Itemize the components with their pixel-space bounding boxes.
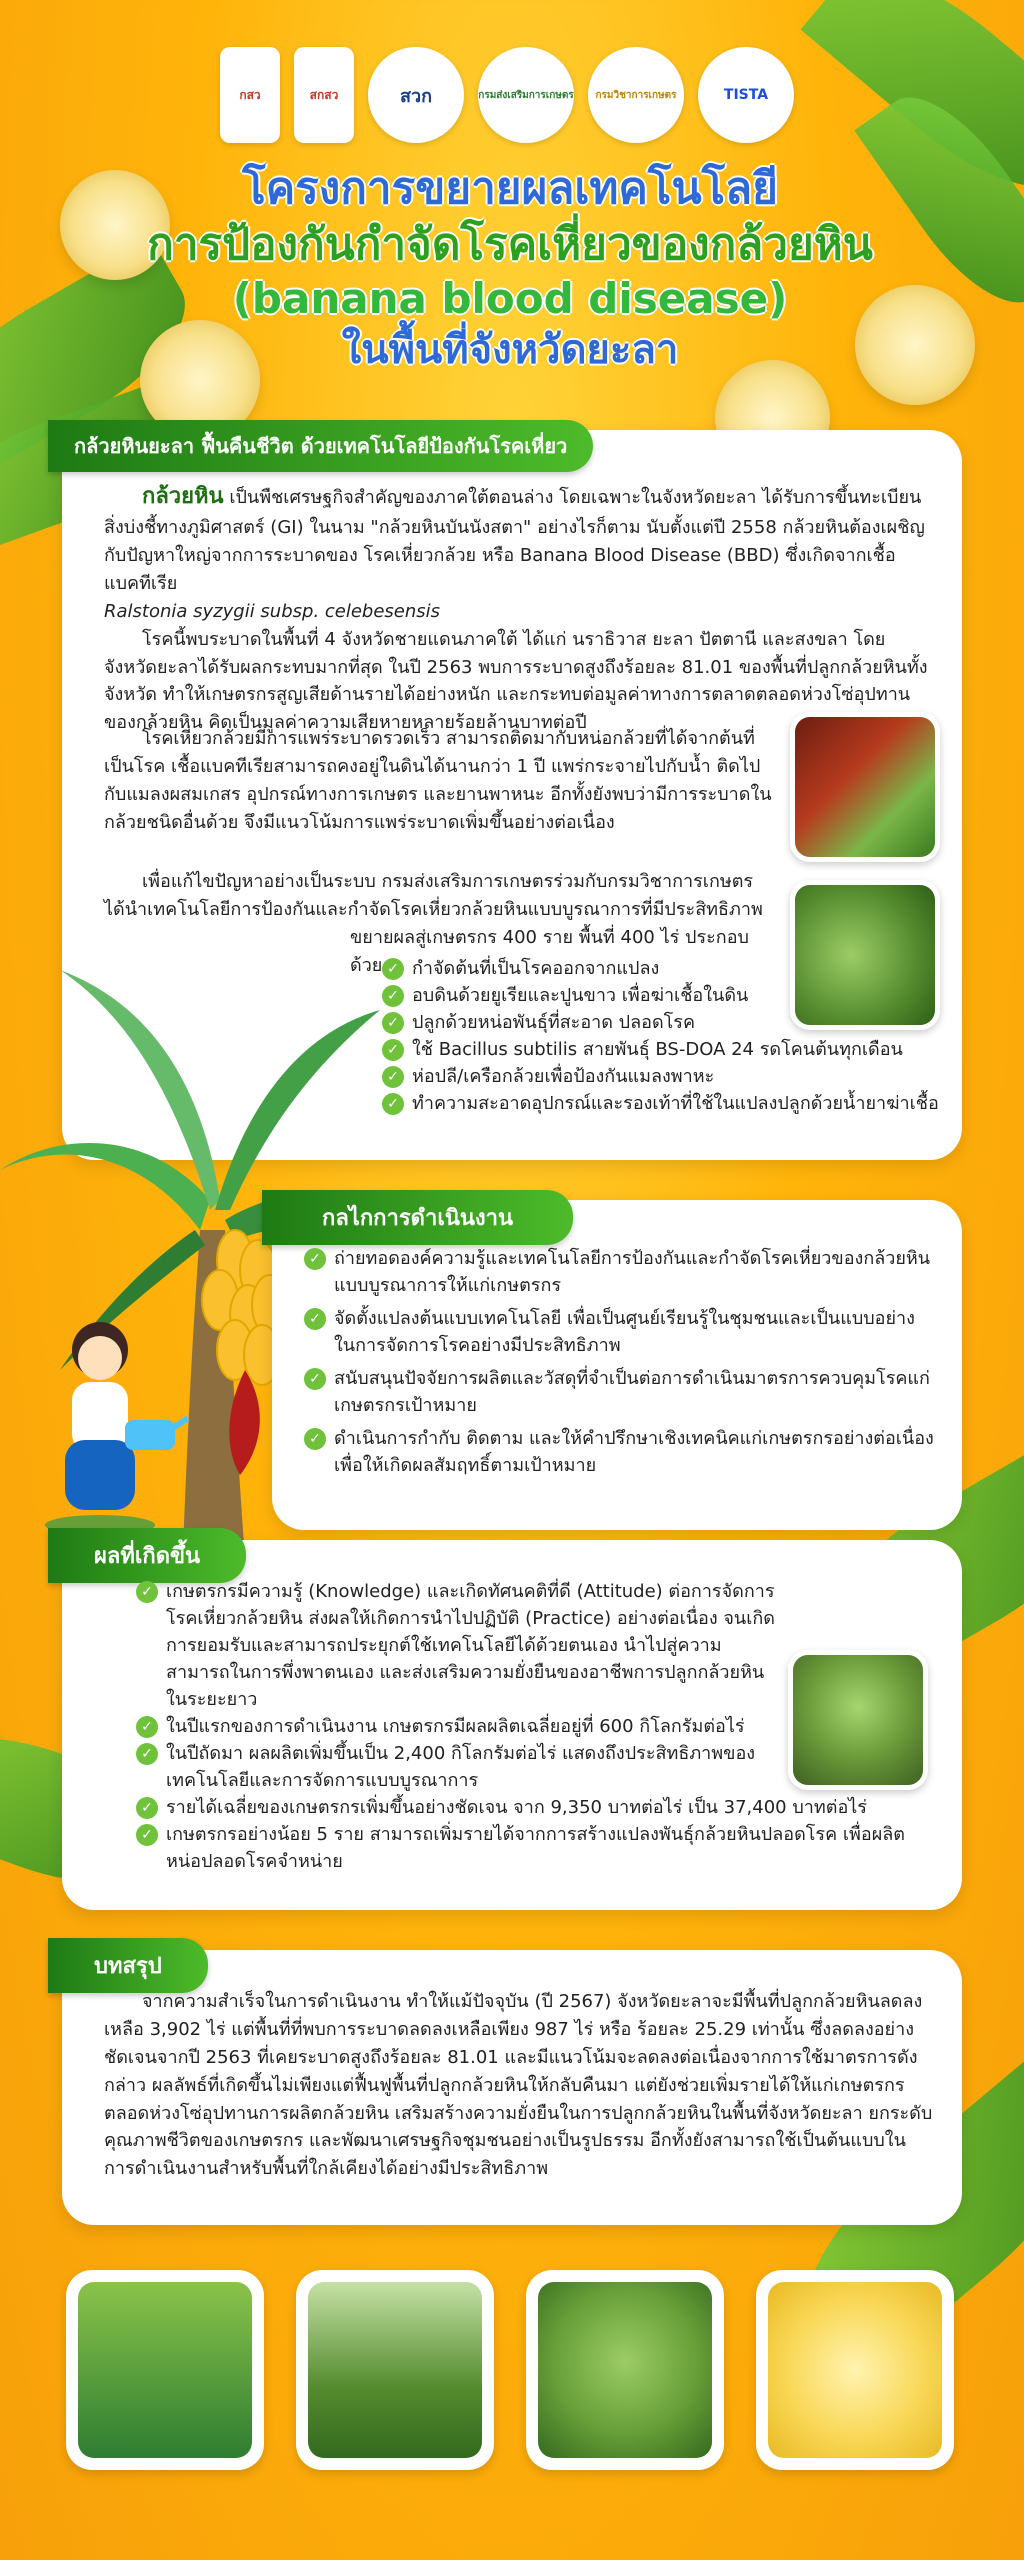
check-icon: ✓ (136, 1581, 158, 1603)
logo-tsri: กสว (220, 47, 280, 143)
section-intro-heading: กล้วยหินยะลา ฟื้นคืนชีวิต ด้วยเทคโนโลยีป้องกันโรคเหี่ยว (48, 420, 593, 472)
photo-banana-harvest (788, 1650, 928, 1790)
section-results-heading: ผลที่เกิดขึ้น (48, 1528, 246, 1583)
check-icon: ✓ (382, 1039, 404, 1061)
checklist-item: ✓ จัดตั้งแปลงต้นแบบเทคโนโลยี เพื่อเป็นศูนย์เรียนรู้ในชุมชนและเป็นแบบอย่างในการจัดการโรคอย่างมีประสิทธิภาพ (304, 1305, 934, 1359)
logo-arda: สวก (368, 47, 464, 143)
check-icon: ✓ (382, 958, 404, 980)
checklist-item: ✓ เกษตรกรมีความรู้ (Knowledge) และเกิดทัศนคติที่ดี (Attitude) ต่อการจัดการโรคเหี่ยวกล้วยหิน ส่งผลให้เกิดการนำไปปฏิบัติ (Practice) อย่างต่อเนื่อง จนเกิดการยอมรับและสามารถประยุกต์ใช้เทคโนโลยีได้ด้วยตนเอง นำไปสู่ความสามารถในการพึ่งพาตนเอง และส่งเสริมความยั่งยืนของอาชีพการปลูกกล้วยหินในระยะยาว (136, 1578, 776, 1713)
intro-paragraph-2: โรคนี้พบระบาดในพื้นที่ 4 จังหวัดชายแดนภาคใต้ ได้แก่ นราธิวาส ยะลา ปัตตานี และสงขลา โดยจังหวัดยะลาได้รับผลกระทบมากที่สุด ในปี 2563 พบการระบาดสูงถึงร้อยละ 81.01 ของพื้นที่ปลูกกล้วยหินทั้งจังหวัด ทำให้เกษตรกรสูญเสียด้านรายได้อย่างหนัก และกระทบต่อมูลค่าทางการตลาดตลอดห่วงโซ่อุปทานของกล้วยหิน คิดเป็นมูลค่าความเสียหายหลายร้อยล้านบาทต่อปี (104, 628, 928, 734)
check-icon: ✓ (304, 1248, 326, 1270)
photo-frame-3 (526, 2270, 724, 2470)
farmer-illustration (10, 1310, 190, 1540)
checklist-item: ✓ อบดินด้วยยูเรียและปูนขาว เพื่อฆ่าเชื้อในดิน (382, 982, 942, 1009)
logo-strip (220, 40, 820, 150)
title-line-4: ในพื้นที่จังหวัดยะลา (341, 326, 679, 373)
checklist-item: ✓ ทำความสะอาดอุปกรณ์และรองเท้าที่ใช้ในแปลงปลูกด้วยน้ำยาฆ่าเชื้อ (382, 1090, 942, 1117)
logo-tsri-2: สกสว (294, 47, 354, 143)
logo-tista: TISTA (698, 47, 794, 143)
photo-banana-bunch (538, 2282, 712, 2458)
title-line-1: โครงการขยายผลเทคโนโลยี (242, 163, 778, 214)
checklist-item: ✓ ในปีถัดมา ผลผลิตเพิ่มขึ้นเป็น 2,400 กิโลกรัมต่อไร่ แสดงถึงประสิทธิภาพของเทคโนโลยีและการจัดการแบบบูรณาการ (136, 1740, 776, 1794)
check-icon: ✓ (382, 985, 404, 1007)
photo-banana-farm (308, 2282, 482, 2458)
checklist-item: ✓ ถ่ายทอดองค์ความรู้และเทคโนโลยีการป้องกันและกำจัดโรคเหี่ยวของกล้วยหินแบบบูรณาการให้แก่เกษตรกร (304, 1245, 934, 1299)
logo-doa: กรมวิชาการเกษตร (588, 47, 684, 143)
check-icon: ✓ (304, 1428, 326, 1450)
checklist-item: ✓ ใช้ Bacillus subtilis สายพันธุ์ BS-DOA 24 รดโคนต้นทุกเดือน (382, 1036, 942, 1063)
logo-doae: กรมส่งเสริมการเกษตร (478, 47, 574, 143)
check-icon: ✓ (382, 1093, 404, 1115)
photo-frame-1 (66, 2270, 264, 2470)
checklist-item: ✓ ในปีแรกของการดำเนินงาน เกษตรกรมีผลผลิตเฉลี่ยอยู่ที่ 600 กิโลกรัมต่อไร่ (136, 1713, 776, 1740)
check-icon: ✓ (136, 1797, 158, 1819)
bacteria-species: Ralstonia syzygii subsp. celebesensis (104, 600, 441, 622)
mechanism-checklist (304, 1245, 934, 1479)
check-icon: ✓ (136, 1824, 158, 1846)
checklist-item: ✓ รายได้เฉลี่ยของเกษตรกรเพิ่มขึ้นอย่างชัดเจน จาก 9,350 บาทต่อไร่ เป็น 37,400 บาทต่อไร่ (136, 1794, 926, 1821)
photo-frame-2 (296, 2270, 494, 2470)
checklist-item: ✓ ปลูกด้วยหน่อพันธุ์ที่สะอาด ปลอดโรค (382, 1009, 942, 1036)
intro-paragraph-4: เพื่อแก้ไขปัญหาอย่างเป็นระบบ กรมส่งเสริมการเกษตรร่วมกับกรมวิชาการเกษตร ได้นำเทคโนโลยีการป้องกันและกำจัดโรคเหี่ยวกล้วยหินแบบบูรณาการที่มีประสิทธิภาพ (104, 871, 763, 920)
conclusion-paragraph: จากความสำเร็จในการดำเนินงาน ทำให้แม้ปัจจุบัน (ปี 2567) จังหวัดยะลาจะมีพื้นที่ปลูกกล้วยหินลดลงเหลือ 3,902 ไร่ แต่พื้นที่ที่พบการระบาดลดลงเหลือเพียง 987 ไร่ หรือ ร้อยละ 25.29 เท่านั้น ซึ่งลดลงอย่างชัดเจนจากปี 2563 ที่เคยระบาดสูงถึงร้อยละ 81.01 และมีแนวโน้มจะลดลงต่อเนื่องจากการใช้มาตรการดังกล่าว ผลลัพธ์ที่เกิดขึ้นไม่เพียงแต่ฟื้นฟูพื้นที่ปลูกกล้วยหินให้กลับคืนมา แต่ยังช่วยเพิ่มรายได้ให้แก่เกษตรกรตลอดห่วงโซ่อุปทานการผลิตกล้วยหิน เสริมสร้างความยั่งยืนในการปลูกกล้วยหินในพื้นที่จังหวัดยะลา ยกระดับคุณภาพชีวิตของเกษตรกร และพัฒนาเศรษฐกิจชุมชนอย่างเป็นรูปธรรม อีกทั้งยังสามารถใช้เป็นต้นแบบในการดำเนินงานสำหรับพื้นที่ใกล้เคียงได้อย่างมีประสิทธิภาพ (104, 1991, 933, 2180)
photo-peeled-bananas (768, 2282, 942, 2458)
intro-paragraph-1 (104, 480, 934, 626)
photo-banana-plantation (78, 2282, 252, 2458)
photo-frame-4 (756, 2270, 954, 2470)
check-icon: ✓ (136, 1743, 158, 1765)
main-title (110, 165, 910, 372)
section-intro-body (104, 480, 934, 737)
title-line-2: การป้องกันกำจัดโรคเหี่ยวของกล้วยหิน (147, 219, 873, 271)
checklist-item: ✓ สนับสนุนปัจจัยการผลิตและวัสดุที่จำเป็นต่อการดำเนินมาตรการควบคุมโรคแก่เกษตรกรเป้าหมาย (304, 1365, 934, 1419)
checklist-item: ✓ เกษตรกรอย่างน้อย 5 ราย สามารถเพิ่มรายได้จากการสร้างแปลงพันธุ์กล้วยหินปลอดโรค เพื่อผลิตหน่อปลอดโรคจำหน่าย (136, 1821, 926, 1875)
section-mechanism-heading: กลไกการดำเนินงาน (262, 1190, 573, 1245)
checklist-item: ✓ ห่อปลี/เครือกล้วยเพื่อป้องกันแมลงพาหะ (382, 1063, 942, 1090)
checklist-item: ✓ ดำเนินการกำกับ ติดตาม และให้คำปรึกษาเชิงเทคนิคแก่เกษตรกรอย่างต่อเนื่อง เพื่อให้เกิดผลสัมฤทธิ์ตามเป้าหมาย (304, 1425, 934, 1479)
check-icon: ✓ (382, 1066, 404, 1088)
check-icon: ✓ (382, 1012, 404, 1034)
photo-diseased-banana (790, 712, 940, 862)
intro-paragraph-3: โรคเหี่ยวกล้วยมีการแพร่ระบาดรวดเร็ว สามารถติดมากับหน่อกล้วยที่ได้จากต้นที่เป็นโรค เชื้อแบคทีเรียสามารถคงอยู่ในดินได้นานกว่า 1 ปี แพร่กระจายไปกับน้ำ ติดไปกับแมลงผสมเกสร อุปกรณ์ทางการเกษตร และยานพาหนะ อีกทั้งยังพบว่ามีการระบาดในกล้วยชนิดอื่นด้วย จึงมีแนวโน้มการแพร่ระบาดเพิ่มขึ้นอย่างต่อเนื่อง (104, 728, 772, 833)
check-icon: ✓ (304, 1308, 326, 1330)
check-icon: ✓ (136, 1716, 158, 1738)
title-line-3: (banana blood disease) (232, 273, 788, 323)
intro-paragraph-1-text: เป็นพืชเศรษฐกิจสำคัญของภาคใต้ตอนล่าง โดยเฉพาะในจังหวัดยะลา ได้รับการขึ้นทะเบียนสิ่งบ่งชี้ทางภูมิศาสตร์ (GI) ในนาม "กล้วยหินบันนังสตา" อย่างไรก็ตาม นับตั้งแต่ปี 2558 กล้วยหินต้องเผชิญกับปัญหาใหญ่จากการระบาดของ โรคเหี่ยวกล้วย หรือ Banana Blood Disease (BBD) ซึ่งเกิดจากเชื้อแบคทีเรีย (104, 487, 925, 594)
section-conclusion-heading: บทสรุป (48, 1938, 208, 1993)
check-icon: ✓ (304, 1368, 326, 1390)
intro-paragraph-5: ขยายผลสู่เกษตรกร 400 ราย พื้นที่ 400 ไร่ ประกอบด้วย (350, 927, 749, 976)
lead-word: กล้วยหิน (142, 484, 224, 509)
photo-banana-seedlings (790, 880, 940, 1030)
checklist-item: ✓ กำจัดต้นที่เป็นโรคออกจากแปลง (382, 955, 942, 982)
